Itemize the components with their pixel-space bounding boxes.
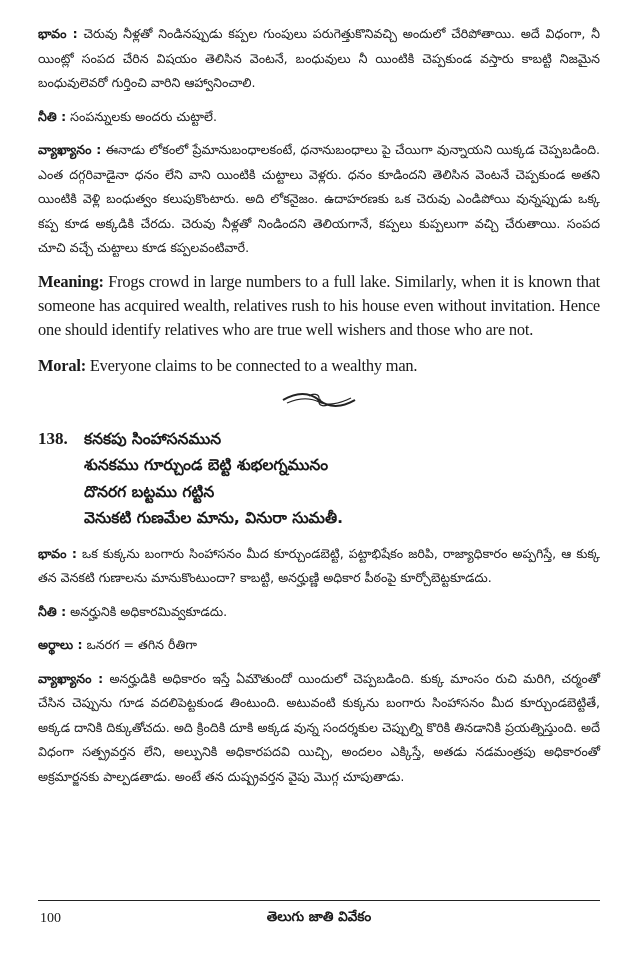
ornamental-divider xyxy=(38,390,600,412)
vyakhyanam-text: అనర్హుడికి అధికారం ఇస్తే ఏమౌతుందో యిందులో చెప్పబడింది. కుక్క మాంసం రుచి మరిగి, చర్మంతో చేసిన చెప్పును గూడ వదలిపెట్టకుండ తింటుంది. అటువంటి కుక్కను బంగారు సింహాసనం మీద కూర్చుండబెట్టితే, అక్కడ దానికి దిక్కుతోచదు. అది క్రిందికి దూకి అక్కడ వున్న సందర్శకుల చెప్పుల్ని కొరికి తినడానికి ప్రయత్నిస్తుంది. అదే విధంగా సత్ప్రవర్తన లేని, అల్పునికి అధికారపదవి యిచ్చి, అందలం ఎక్కిస్తే, అతడు నడమంత్రపు అధికారంతో అక్రమార్జనకు పాల్పడతాడు. అంటే తన దుష్ప్రవర్తన వైపు మొగ్గ చూపుతాడు. xyxy=(38,670,600,784)
arthalu-label: అర్థాలు : xyxy=(38,637,83,652)
poem-block xyxy=(38,426,600,532)
page-content xyxy=(38,22,600,798)
neeti-label: నీతి : xyxy=(38,603,67,619)
neeti-label: నీతి : xyxy=(38,108,67,124)
vyakhyanam-text: ఈనాడు లోకంలో ప్రేమానుబంధాలకంటే, ధనానుబంధాలు పై చేయిగా వున్నాయని యిక్కడ చెప్పబడింది. ఎంత దగ్గరివాడైనా ధనం లేని వాని యింటికి చుట్టాలు వెళ్లరు. ధనం కూడిందని తెలిసిన వెంటనే చెప్పకుండ అతని యింటికి వెళ్లి బంధుత్వం కలుపుకొంటారు. అది లోకనైజం. ఉదాహరణకు ఒక చెరువు ఎండిపోయి వున్నప్పుడు ఒక్క కప్ప కూడ అక్కడికి చేరదు. చెరువు నీళ్లతో నిండిందని తెలియగానే, కప్పలు కుప్పలుగా వచ్చి చేరుతాయి. సంపద చూచి వచ్చే చుట్టాలు కూడ కప్పలవంటివారే. xyxy=(38,142,600,255)
vyakhyanam-label: వ్యాఖ్యానం : xyxy=(38,142,102,157)
page-footer xyxy=(38,900,600,926)
bhavam-text: చెరువు నీళ్లతో నిండినప్పుడు కప్పల గుంపులు పరుగెత్తుకొనివచ్చి అందులో చేరిపోతాయి. అదే విధంగా, నీ యింట్లో సంపద చేరిన విషయం తెలిసిన వెంటనే, బంధువులు నీ యింటికి చెప్పకుండ వస్తారు కాబట్టి నిజమైన బంధువులెవరో గుర్తించి వారిని ఆహ్వానించాలి. xyxy=(38,26,600,90)
poem-line: దొనరగ బట్టము గట్టిన xyxy=(84,482,215,501)
book-title: తెలుగు జాతి వివేకం xyxy=(266,909,372,925)
arthalu-text: ఒనరగ = తగిన రీతిగా xyxy=(86,637,197,652)
moral-text: Everyone claims to be connected to a wealthy man. xyxy=(89,355,418,375)
poem-number: 138. xyxy=(38,428,68,448)
arthalu-paragraph xyxy=(38,633,600,658)
neeti-paragraph-1 xyxy=(38,105,600,130)
neeti-text: సంపన్నులకు అందరు చుట్టాలే. xyxy=(70,108,217,124)
poem-line: శునకము గూర్చుండ బెట్టి శుభలగ్నమునం xyxy=(84,456,329,474)
vyakhyanam-paragraph-2 xyxy=(38,667,600,790)
poem-line: కనకపు సింహాసనమున xyxy=(84,429,222,448)
vyakhyanam-label: వ్యాఖ్యానం : xyxy=(38,670,104,686)
bhavam-label: భావం : xyxy=(38,545,77,561)
meaning-label: Meaning: xyxy=(38,271,104,291)
meaning-paragraph xyxy=(38,270,600,342)
bhavam-paragraph-2 xyxy=(38,542,600,591)
bhavam-label: భావం : xyxy=(38,26,78,41)
neeti-paragraph-2 xyxy=(38,600,600,625)
poem-line: వెనుకటి గుణమేల మాను, వినురా సుమతీ. xyxy=(84,509,343,527)
flourish-ornament-icon xyxy=(279,390,359,410)
bhavam-text: ఒక కుక్కను బంగారు సింహాసనం మీద కూర్చుండబెట్టి, పట్టాభిషేకం జరిపి, రాజ్యాధికారం అప్పగిస్తే, ఆ కుక్క తన వెనకటి గుణాలను మానుకొంటుందా? కాబట్టి, అనర్హుణ్ణి అధికార పీఠంపై కూర్చోబెట్టకూడదు. xyxy=(38,545,600,585)
poem-lines xyxy=(84,426,343,532)
bhavam-paragraph-1 xyxy=(38,22,600,96)
vyakhyanam-paragraph-1 xyxy=(38,138,600,261)
moral-label: Moral: xyxy=(38,355,86,375)
neeti-text: అనర్హునికి అధికారమివ్వకూడదు. xyxy=(70,603,228,619)
moral-paragraph xyxy=(38,354,600,378)
meaning-text: Frogs crowd in large numbers to a full lake. Similarly, when it is known that someone has acquired wealth, relatives rush to his house even without invitation. Hence one should identify relatives who are true well wishers and those who are not. xyxy=(38,271,601,339)
page-number: 100 xyxy=(40,911,61,926)
